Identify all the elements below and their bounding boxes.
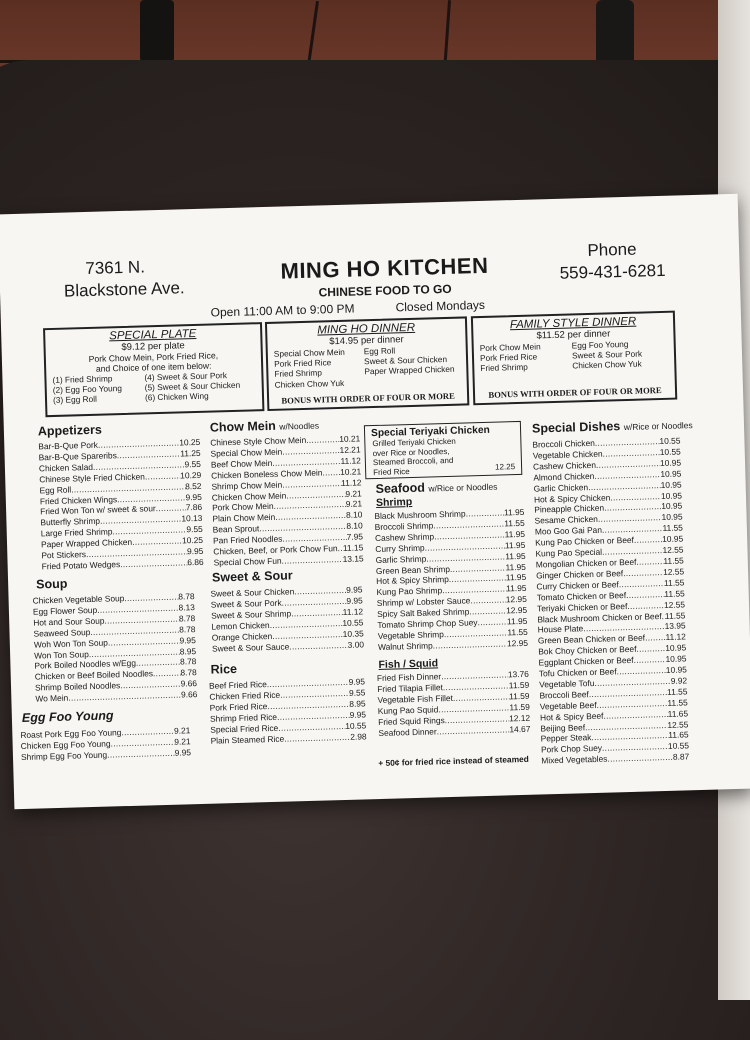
dinner-item: Fried Shrimp	[274, 367, 323, 380]
menu-item-price: 10.55	[667, 740, 690, 752]
leader-dots	[607, 752, 673, 765]
menu-item-name: Sweet & Sour Chicken	[210, 586, 295, 599]
menu-item-price: 12.95	[505, 594, 527, 605]
menu-item-price: 11.25	[180, 447, 201, 459]
choice-item: (5) Sweet & Sour Chicken	[144, 379, 241, 393]
menu-item-name: Egg Roll	[39, 484, 72, 496]
menu-item-price: 6.86	[187, 556, 204, 568]
menu-item-price: 11.55	[507, 626, 528, 638]
menu-item-name: Special Fried Rice	[210, 722, 279, 735]
menu-item-name: Curry Chicken or Beef	[536, 579, 619, 592]
choice-item: (1) Fried Shrimp	[52, 373, 113, 385]
appetizers-heading: Appetizers	[37, 422, 102, 439]
menu-item-price: 12.55	[662, 544, 684, 556]
menu-item-price: 9.95	[349, 709, 367, 720]
leader-dots	[322, 467, 340, 478]
menu-item-name: Woh Won Ton Soup	[33, 637, 108, 650]
appetizers-list	[38, 437, 204, 572]
menu-item-price: 8.78	[178, 612, 196, 624]
shrimp-subheading: Shrimp	[375, 495, 413, 509]
chow-mein-note: w/Noodles	[279, 420, 320, 432]
special-dishes-title: Special Dishes	[531, 419, 621, 436]
menu-item-price: 11.55	[663, 555, 684, 566]
menu-item-price: 11.95	[505, 550, 526, 562]
menu-item-name: Chinese Style Chow Mein	[210, 434, 307, 448]
menu-item-name: Pork Chow Mein	[211, 501, 274, 514]
special-plate-box	[43, 322, 264, 417]
menu-item-price: 10.95	[662, 533, 684, 545]
chow-mein-list	[210, 433, 364, 568]
menu-item-name: Broccoli Shrimp	[374, 520, 434, 532]
menu-item-name: Vegetable Shrimp	[377, 629, 444, 641]
menu-item-price: 9.55	[184, 458, 202, 470]
menu-item-name: Seafood Dinner	[378, 725, 437, 738]
leader-dots	[636, 556, 663, 568]
menu-item-name: Green Bean Chicken or Beef	[537, 632, 646, 646]
menu-item-price: 12.21	[339, 444, 361, 455]
menu-item-name: Chicken Boneless Chow Mein	[211, 467, 323, 481]
menu-item-price: 11.12	[340, 477, 362, 488]
address-line1: 7361 N.	[85, 257, 146, 279]
dinner-item: Chicken Chow Yuk	[274, 377, 345, 390]
menu-item-price: 8.78	[178, 591, 195, 602]
menu-item-name: Bean Sprout	[212, 523, 260, 535]
menu-item-price: 11.12	[665, 631, 687, 643]
menu-item-name: Chicken or Beef Boiled Noodles	[34, 668, 154, 682]
menu-item-name: Orange Chicken	[211, 630, 273, 643]
menu-item-price: 10.95	[665, 653, 687, 665]
menu-item-name: Paper Wrapped Chicken	[40, 536, 133, 550]
menu-item-name: Pork Chop Suey	[540, 743, 603, 755]
menu-item-price: 11.55	[504, 517, 525, 529]
menu-item-price: 8.78	[179, 656, 197, 667]
menu-item-price: 10.95	[665, 642, 687, 654]
menu-item-name: Tomato Shrimp Chop Suey	[377, 617, 478, 631]
menu-item-price: 8.78	[179, 623, 196, 635]
special-dishes-heading	[532, 417, 693, 435]
menu-item-price: 11.95	[506, 583, 527, 594]
menu-item-name: Black Mushroom Shrimp	[374, 508, 466, 522]
menu-item-price: 13.15	[342, 553, 364, 564]
menu-item-price: 11.95	[503, 506, 525, 518]
menu-item-price: 10.95	[661, 511, 683, 523]
menu-item-price: 10.95	[659, 457, 682, 468]
phone-label: Phone	[587, 239, 637, 260]
menu-item-name: Bok Choy Chicken or Beef	[538, 644, 637, 657]
choice-item: (6) Chicken Wing	[144, 391, 209, 403]
restaurant-name: MING HO KITCHEN	[280, 252, 489, 284]
menu-item-price: 11.65	[668, 729, 689, 741]
phone-block	[559, 238, 666, 285]
menu-sheet	[0, 194, 750, 809]
soup-list	[32, 591, 197, 705]
special-plate-title: SPECIAL PLATE	[109, 327, 197, 343]
menu-item-price: 12.12	[508, 712, 531, 723]
dinner-item: Sweet & Sour Pork	[571, 348, 643, 361]
menu-item-name: Sweet & Sour Shrimp	[210, 608, 292, 621]
menu-item-price: 10.55	[659, 435, 681, 447]
ming-ho-dinner-price: $14.95 per dinner	[329, 334, 404, 348]
menu-item-name: Shrimp Egg Foo Young	[20, 749, 108, 762]
special-dishes-note: w/Rice or Noodles	[623, 420, 693, 433]
menu-item-name: Hot & Spicy Chicken	[533, 491, 611, 505]
dinner-item: Fried Shrimp	[480, 362, 528, 374]
teriyaki-title: Special Teriyaki Chicken	[370, 424, 490, 440]
menu-item-name: Garlic Shrimp	[375, 553, 427, 565]
menu-item-price: 9.95	[186, 545, 204, 557]
menu-item-price: 8.10	[346, 520, 363, 532]
menu-item-name: Green Bean Shrimp	[375, 563, 451, 576]
menu-item-price: 10.29	[180, 469, 202, 481]
special-plate-desc: Pork Chow Mein, Pork Fried Rice,	[88, 350, 219, 364]
menu-item-name: Chicken Egg Foo Young	[20, 738, 111, 751]
menu-item-name: Chicken Chow Mein	[211, 490, 287, 503]
menu-item-name: Chicken Vegetable Soup	[32, 593, 125, 606]
ming-ho-dinner-items	[268, 343, 467, 389]
menu-item-price: 11.95	[505, 572, 527, 583]
menu-item-price: 9.95	[179, 634, 196, 646]
fish-subheading: Fish / Squid	[378, 657, 439, 671]
shrimp-list	[374, 507, 528, 653]
leader-dots	[634, 534, 663, 546]
menu-item-price: 10.35	[342, 628, 364, 639]
menu-item-price: 13.76	[507, 668, 530, 680]
menu-item-price: 11.55	[663, 577, 685, 588]
menu-item-price: 9.21	[345, 487, 362, 499]
menu-item-name: Shrimp Boiled Noodles	[34, 680, 121, 693]
special-plate-desc: and Choice of one item below:	[95, 360, 212, 374]
rice-list	[209, 676, 367, 746]
menu-item-price: 9.95	[346, 584, 363, 595]
closed-days: Closed Mondays	[395, 297, 486, 315]
menu-item-price: 10.55	[345, 719, 367, 731]
leader-dots	[281, 554, 342, 567]
menu-item-price: 12.55	[667, 718, 689, 730]
seafood-title: Seafood	[375, 480, 426, 497]
menu-item-price: 8.87	[672, 751, 690, 763]
menu-item-name: Hot & Spicy Beef	[539, 710, 604, 723]
menu-item-name: Tofu Chicken or Beef	[538, 666, 617, 679]
menu-item-price: 10.55	[342, 617, 364, 628]
menu-item-price: 8.95	[349, 698, 366, 709]
dinner-item: Pork Fried Rice	[273, 357, 332, 369]
leader-dots	[645, 632, 666, 643]
menu-item-price: 12.55	[663, 599, 686, 610]
menu-item-name: Fried Fish Dinner	[376, 671, 442, 684]
menu-item-price: 8.95	[179, 645, 197, 657]
menu-item-price: 11.15	[342, 542, 364, 554]
menu-item-name: Mongolian Chicken or Beef	[535, 556, 637, 570]
menu-item-name: Pork Boiled Noodles w/Egg	[34, 658, 137, 672]
menu-item-name: Kung Pao Shrimp	[376, 585, 443, 598]
menu-item-price: 12.95	[506, 637, 529, 649]
menu-item-name: Special Chow Mein	[210, 446, 283, 459]
menu-item-name: Spicy Salt Baked Shrimp	[377, 606, 470, 620]
menu-item-price: 8.52	[185, 480, 202, 491]
menu-item-name: Lemon Chicken	[211, 619, 270, 632]
fried-rice-note: + 50¢ for fried rice instead of steamed	[378, 753, 529, 769]
soup-heading: Soup	[35, 576, 68, 592]
menu-item-name: Special Chow Fun	[213, 555, 282, 568]
opening-hours: Open 11:00 AM to 9:00 PM	[210, 301, 355, 320]
menu-item-name: Cashew Chicken	[532, 459, 597, 472]
menu-item-price: 10.25	[179, 436, 201, 448]
menu-item-price: 11.55	[662, 522, 683, 534]
menu-item-name: Shrimp Chow Mein	[211, 479, 283, 492]
menu-item-name: Chinese Style Fried Chicken	[39, 471, 146, 485]
menu-item-price: 8.78	[180, 667, 197, 678]
leader-dots	[153, 668, 181, 680]
family-dinner-title: FAMILY STYLE DINNER	[509, 315, 637, 332]
menu-item-name: Chicken, Beef, or Pork Chow Fun	[213, 543, 338, 557]
menu-item-price: 9.92	[670, 675, 688, 686]
menu-item-name: Teriyaki Chicken or Beef	[536, 600, 628, 614]
menu-item-price: 9.21	[174, 736, 191, 747]
menu-item-name: Fried Won Ton w/ sweet & sour	[40, 503, 156, 517]
menu-item-name: Walnut Shrimp	[377, 640, 433, 652]
menu-item-price: 7.86	[185, 502, 203, 513]
menu-item-price: 10.95	[660, 489, 683, 501]
menu-item-price: 11.95	[506, 615, 528, 627]
menu-item-name: Shrimp w/ Lobster Sauce	[376, 595, 471, 609]
menu-item-price: 10.95	[661, 500, 683, 512]
menu-item-price: 9.95	[348, 676, 366, 687]
leader-dots	[433, 638, 508, 651]
teriyaki-box	[364, 421, 522, 479]
menu-item-name: Pepper Steak	[540, 732, 592, 744]
menu-item-name: Ginger Chicken or Beef	[535, 568, 624, 581]
menu-item-price: 13.95	[664, 620, 686, 632]
menu-item-price: 3.00	[347, 638, 365, 650]
teriyaki-desc: Steamed Broccoli, and	[372, 455, 454, 468]
menu-item-name: Garlic Chicken	[533, 481, 589, 494]
menu-item-price: 11.95	[504, 528, 526, 540]
menu-item-name: Pork Fried Rice	[209, 700, 268, 713]
menu-item-price: 10.55	[659, 446, 681, 457]
dinner-item: Pork Chow Mein	[479, 341, 541, 354]
sweet-sour-heading: Sweet & Sour	[211, 568, 293, 585]
menu-item-name: Cashew Shrimp	[374, 531, 435, 543]
menu-item-price: 10.95	[660, 468, 682, 479]
menu-item-name: House Plate	[537, 623, 584, 635]
menu-item-price: 10.21	[339, 433, 361, 444]
menu-item-name: Kung Pao Special	[535, 546, 603, 559]
menu-item-price: 11.65	[667, 708, 689, 719]
address	[63, 255, 185, 302]
menu-item-price: 9.55	[186, 524, 203, 535]
menu-item-price: 14.67	[509, 723, 531, 734]
menu-item-price: 11.12	[342, 606, 364, 617]
menu-item-name: Plain Chow Mein	[212, 512, 276, 524]
egg-foo-young-heading: Egg Foo Young	[21, 708, 114, 725]
menu-item-name: Fried Squid Rings	[378, 714, 445, 727]
menu-item-name: Pineapple Chicken	[534, 503, 605, 516]
address-line2: Blackstone Ave.	[63, 278, 185, 301]
menu-item-name: Beef Chow Mein	[210, 457, 273, 470]
menu-item-name: Shrimp Fried Rice	[209, 711, 278, 724]
leader-dots	[284, 731, 350, 744]
dinner-item: Pork Fried Rice	[479, 351, 538, 364]
special-plate-choices	[46, 369, 262, 406]
ming-ho-dinner-title: MING HO DINNER	[317, 321, 416, 337]
choice-item: (3) Egg Roll	[52, 394, 97, 406]
menu-item-price: 11.55	[664, 588, 685, 599]
menu-item-name: Bar-B-Que Spareribs	[38, 450, 117, 463]
menu-item-name: Black Mushroom Chicken or Beef	[537, 610, 662, 625]
menu-item-name: Pan Fried Noodles	[212, 533, 283, 546]
menu-item-price: 9.95	[174, 747, 192, 758]
menu-item-price: 9.21	[173, 725, 191, 736]
dinner-item: Special Chow Mein	[273, 346, 345, 359]
menu-item-name: Chicken Fried Rice	[209, 689, 281, 702]
menu-item-price: 11.55	[666, 686, 688, 697]
menu-item-price: 9.95	[185, 491, 202, 502]
menu-item-name: Vegetable Tofu	[539, 677, 595, 690]
leader-dots	[120, 557, 187, 570]
menu-item-price: 7.95	[346, 531, 364, 542]
leader-dots	[107, 748, 175, 761]
family-dinner-box	[471, 311, 677, 406]
leader-dots	[436, 724, 509, 737]
menu-item-name: Beef Fried Rice	[208, 679, 267, 691]
chow-mein-title: Chow Mein	[209, 418, 277, 435]
chow-mein-heading	[210, 418, 319, 435]
menu-item-price: 11.59	[509, 701, 530, 713]
family-dinner-bonus: BONUS WITH ORDER OF FOUR OR MORE	[488, 384, 662, 400]
menu-item-price: 10.95	[665, 664, 687, 676]
menu-item-price: 11.55	[667, 697, 688, 708]
menu-item-name: Fried Potato Wedges	[41, 559, 121, 572]
leader-dots	[289, 639, 348, 652]
fish-list	[377, 669, 531, 739]
restaurant-tagline: CHINESE FOOD TO GO	[318, 281, 452, 300]
menu-item-name: Broccoli Beef	[539, 688, 589, 701]
menu-item-name: Vegetable Chicken	[532, 448, 603, 461]
menu-item-price: 11.59	[509, 690, 530, 702]
menu-item-name: Bar-B-Que Pork	[38, 439, 99, 452]
menu-item-name: Curry Shrimp	[375, 542, 425, 554]
menu-item-price: 9.66	[180, 678, 198, 689]
menu-item-name: Wo Mein	[35, 692, 69, 704]
menu-item-price: 12.55	[662, 566, 685, 577]
menu-item-name: Eggplant Chicken or Beef	[538, 654, 634, 668]
family-dinner-price: $11.52 per dinner	[536, 328, 611, 342]
choice-item: (4) Sweet & Sour Pork	[144, 370, 228, 383]
teriyaki-desc: Fried Rice	[373, 466, 410, 477]
menu-item-name: Broccoli Chicken	[532, 437, 595, 450]
menu-item-price: 11.55	[664, 609, 686, 621]
dinner-item: Sweet & Sour Chicken	[363, 354, 448, 367]
leader-dots	[477, 616, 507, 628]
menu-item-name: Seaweed Soup	[33, 626, 91, 639]
menu-item-name: Beijing Beef	[540, 721, 586, 734]
menu-item-price: 10.21	[340, 466, 362, 477]
menu-item-price: 12.95	[505, 604, 528, 616]
leader-dots	[636, 643, 665, 655]
dinner-item: Egg Foo Young	[571, 338, 629, 351]
menu-item-price: 11.59	[508, 679, 530, 691]
menu-item-price: 10.13	[181, 513, 203, 524]
dinner-item: Paper Wrapped Chicken	[364, 364, 455, 377]
menu-item-price: 9.66	[180, 689, 198, 700]
seafood-note: w/Rice or Noodles	[428, 481, 498, 494]
menu-item-name: Kung Pao Squid	[377, 704, 439, 716]
menu-item-price: 9.21	[345, 498, 363, 510]
menu-item-price: 11.95	[505, 561, 527, 572]
menu-item-name: Egg Flower Soup	[32, 604, 98, 617]
menu-item-name: Sesame Chicken	[534, 514, 599, 526]
leader-dots	[68, 690, 181, 704]
dinner-item: Chicken Chow Yuk	[572, 358, 642, 371]
menu-item-price: 11.95	[504, 539, 526, 551]
teriyaki-desc: over Rice or Noodles,	[372, 446, 450, 458]
menu-item-name: Kung Pao Chicken or Beef	[535, 534, 635, 548]
choice-item: (2) Egg Foo Young	[52, 383, 123, 396]
menu-item-name: Roast Pork Egg Foo Young	[20, 727, 122, 741]
menu-item-name: Vegetable Fish Fillet	[377, 692, 454, 705]
menu-item-price: 8.13	[178, 602, 196, 613]
menu-item-price: 10.25	[181, 535, 204, 546]
sweet-sour-list	[210, 584, 364, 654]
ming-ho-dinner-box	[265, 316, 469, 411]
menu-item-price: 9.95	[346, 595, 363, 606]
menu-item-name: Sweet & Sour Pork	[210, 597, 282, 610]
menu-item-price: 8.10	[345, 509, 363, 521]
menu-item-name: Almond Chicken	[533, 470, 595, 483]
menu-item-name: Large Fried Shrimp	[40, 526, 113, 539]
menu-item-name: Fried Chicken Wings	[39, 493, 118, 506]
menu-item-name: Fried Tilapia Fillet	[377, 682, 443, 694]
menu-item-price: 11.12	[340, 455, 361, 466]
teriyaki-price: 12.25	[494, 462, 516, 472]
menu-item-name: Vegetable Beef	[539, 699, 597, 712]
menu-item-name: Moo Goo Gai Pan	[534, 524, 603, 537]
dinner-item: Egg Roll	[363, 345, 396, 357]
menu-item-name: Pot Stickers	[41, 549, 87, 561]
menu-item-name: Sweet & Sour Sauce	[211, 641, 290, 654]
menu-item-price: 9.55	[348, 687, 366, 698]
teriyaki-desc: Grilled Teriyaki Chicken	[372, 436, 456, 449]
phone-number: 559-431-6281	[559, 260, 666, 283]
menu-item-name: Hot and Sour Soup	[33, 615, 105, 628]
menu-item-name: Hot & Spicy Shrimp	[376, 574, 449, 587]
menu-item-name: Plain Steamed Rice	[210, 733, 285, 746]
menu-item-name: Butterfly Shrimp	[40, 516, 101, 528]
menu-item-name: Tomato Chicken or Beef	[536, 589, 627, 603]
egg-foo-young-list	[20, 725, 191, 762]
seafood-heading	[375, 479, 497, 496]
rice-heading: Rice	[210, 661, 238, 677]
special-plate-price: $9.12 per plate	[121, 340, 185, 354]
menu-item-name: Won Ton Soup	[34, 648, 89, 661]
menu-item-name: Chicken Salad	[38, 461, 94, 474]
menu-item-price: 10.95	[660, 479, 682, 490]
menu-item-name: Mixed Vegetables	[541, 753, 608, 766]
family-dinner-items	[474, 338, 675, 374]
special-dishes-list	[532, 435, 689, 766]
chair-leg	[140, 0, 174, 62]
menu-item-price: 2.98	[350, 730, 367, 742]
leader-dots	[156, 503, 186, 515]
ming-ho-dinner-bonus: BONUS WITH ORDER OF FOUR OR MORE	[281, 390, 455, 406]
